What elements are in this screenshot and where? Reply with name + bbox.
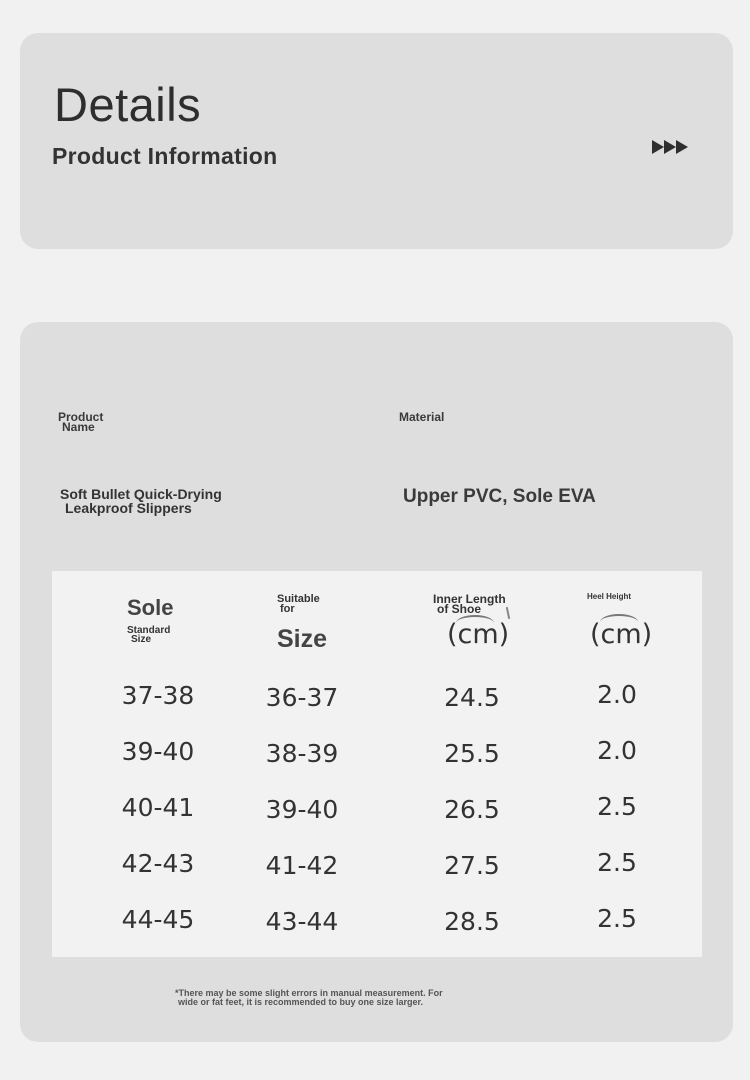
cell-heel-height: 2.0 [597, 736, 637, 765]
header-suitable-sub-line1: Suitable [277, 593, 320, 605]
header-sole-sub [127, 626, 170, 644]
header-suitable-sub [277, 594, 320, 614]
cell-heel-height: 2.5 [597, 904, 637, 933]
cell-suitable-size: 38-39 [265, 739, 339, 768]
header-inner-length [433, 594, 506, 614]
section-subtitle: Product Information [52, 143, 278, 169]
cell-suitable-size: 41-42 [265, 851, 339, 880]
cell-suitable-size: 36-37 [265, 683, 339, 712]
header-inner-length-unit: (cm) [447, 619, 510, 650]
cell-heel-height: 2.5 [597, 792, 637, 821]
cell-sole-size: 40-41 [121, 793, 195, 822]
cell-suitable-size: 39-40 [265, 795, 339, 824]
cell-inner-length: 26.5 [444, 795, 500, 824]
cell-heel-height: 2.0 [597, 680, 637, 709]
material-label [399, 412, 444, 422]
header-sole-sub-line1: Standard [127, 625, 171, 636]
page-title: Details [54, 78, 202, 131]
cell-sole-size: 39-40 [121, 737, 195, 766]
cell-sole-size: 37-38 [121, 681, 195, 710]
cell-heel-height: 2.5 [597, 848, 637, 877]
cell-inner-length: 27.5 [444, 851, 500, 880]
header-suitable: Size [277, 625, 328, 653]
measurement-note [175, 989, 443, 1007]
cell-inner-length: 25.5 [444, 739, 500, 768]
header-inner-length-line2: of Shoe [437, 602, 481, 616]
product-info-card [20, 322, 733, 1042]
header-heel-height: Heel Height [587, 592, 632, 601]
product-name-label [58, 412, 103, 432]
material-label-text: Material [399, 410, 445, 424]
measurement-note-line2: wide or fat feet, it is recommended to buy one size larger. [178, 997, 424, 1007]
cell-inner-length: 24.5 [444, 683, 500, 712]
material-value: Upper PVC, Sole EVA [403, 486, 596, 507]
cell-suitable-size: 43-44 [265, 907, 339, 936]
product-name-label-line2: Name [62, 420, 95, 434]
cell-inner-length: 28.5 [444, 907, 500, 936]
header-sole-sub-line2: Size [131, 634, 152, 645]
header-suitable-sub-line2: for [280, 603, 295, 615]
product-name-value-line1: Soft Bullet Quick-Drying [60, 486, 222, 502]
measurement-note-line1: *There may be some slight errors in manual measurement. For [175, 988, 443, 998]
details-header-card [20, 33, 733, 249]
triple-play-arrows-icon [652, 139, 692, 155]
cell-sole-size: 44-45 [121, 905, 195, 934]
product-name-value [60, 487, 222, 515]
size-table [52, 571, 702, 957]
header-inner-length-line1: Inner Length [433, 592, 506, 606]
header-sole: Sole [127, 595, 174, 620]
cell-sole-size: 42-43 [121, 849, 195, 878]
product-name-value-line2: Leakproof Slippers [65, 500, 192, 516]
header-heel-height-unit: (cm) [590, 619, 653, 650]
product-name-label-line1: Product [58, 410, 104, 424]
tick-mark-decoration [506, 607, 510, 619]
